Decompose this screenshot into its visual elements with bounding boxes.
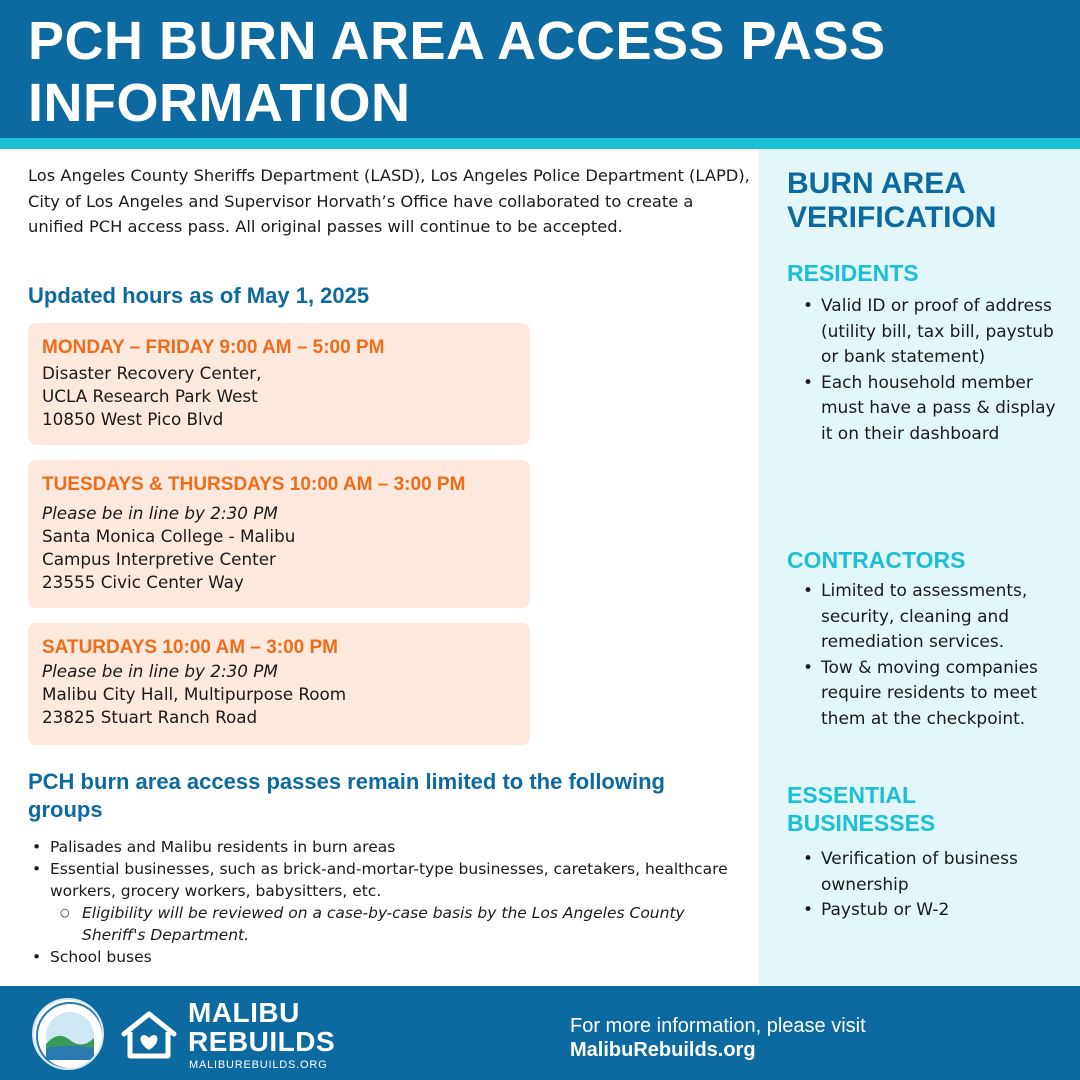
hours-card-address [42,502,522,594]
section-heading-residents: RESIDENTS [787,260,919,286]
address-line: Disaster Recovery Center, [42,363,262,383]
address-line: Campus Interpretive Center [42,549,276,569]
brand-name-line1: MALIBU [188,997,300,1028]
brand-url: MALIBUREBUILDS.ORG [189,1059,328,1071]
address-line: Malibu City Hall, Multipurpose Room [42,684,347,704]
contractors-list [793,579,1058,732]
list-item-text: Valid ID or proof of address (utility bill, tax bill, paystub or bank statement) [821,296,1054,367]
line-deadline-note: Please be in line by 2:30 PM [42,503,278,523]
groups-heading: PCH burn area access passes remain limited to the following groups [28,769,665,822]
list-item [793,294,1058,371]
intro-paragraph: Los Angeles County Sheriffs Department (LASD), Los Angeles Police Department (LAPD), City of Los Angeles and Supervisor Horvath’s Office have collaborated to create a unified PCH access pass. All original passes will continue to be accepted. [28,166,750,236]
sub-list [50,902,750,946]
address-line: 10850 West Pico Blvd [42,409,224,429]
hours-card-weekday [28,323,530,445]
list-item-text: Eligibility will be reviewed on a case-by-case basis by the Los Angeles County Sheriff's Department. [82,904,685,944]
footer-bar [0,986,1080,1080]
hours-card-saturday [28,623,530,745]
hours-card-tue-thu [28,460,530,608]
list-item-text: Limited to assessments, security, cleaning and remediation services. [821,581,1028,652]
header-banner [0,0,1080,138]
address-line: Santa Monica College - Malibu [42,526,296,546]
list-item [30,858,750,946]
line-deadline-note: Please be in line by 2:30 PM [42,661,278,681]
hours-card-address [42,660,522,729]
address-line: 23825 Stuart Ranch Road [42,707,258,727]
brand-name-line2: REBUILDS [188,1026,336,1057]
groups-list [30,836,750,968]
list-item-text: Each household member must have a pass & display it on their dashboard [821,372,1056,444]
essential-businesses-list [793,847,1058,924]
section-heading-essential-businesses: ESSENTIAL BUSINESSES [787,782,936,836]
header-divider [0,138,1080,149]
list-item [793,656,1058,733]
residents-list [793,294,1058,447]
verification-sidebar [759,149,1080,986]
list-item [793,847,1058,898]
list-item-text: Tow & moving companies require residents to meet them at the checkpoint. [821,657,1038,729]
page-title: PCH BURN AREA ACCESS PASS INFORMATION [28,11,886,133]
sub-list-item [50,902,750,946]
hours-card-title: MONDAY – FRIDAY 9:00 AM – 5:00 PM [42,337,385,358]
list-item [30,836,750,858]
website-link[interactable]: MalibuRebuilds.org [570,1039,756,1061]
list-item [793,898,1058,924]
list-item-text: Paystub or W-2 [821,900,950,920]
list-item-text: Verification of business ownership [821,849,1018,895]
list-item-text: School buses [50,948,152,966]
list-item [793,371,1058,448]
list-item-text: Essential businesses, such as brick-and-mortar-type businesses, caretakers, healthcare workers, grocery workers, babysitters, etc. [50,860,728,900]
list-item [30,946,750,968]
sidebar-title: BURN AREA VERIFICATION [787,167,997,234]
house-heart-icon [118,1010,180,1062]
list-item-text: Palisades and Malibu residents in burn areas [50,838,396,856]
city-seal-icon [32,998,104,1070]
hours-card-address [42,362,522,431]
address-line: UCLA Research Park West [42,386,258,406]
address-line: 23555 Civic Center Way [42,572,244,592]
section-heading-contractors: CONTRACTORS [787,547,966,573]
hours-heading: Updated hours as of May 1, 2025 [28,283,370,308]
more-info-text: For more information, please visit [570,1015,866,1037]
hours-card-title: SATURDAYS 10:00 AM – 3:00 PM [42,637,339,658]
list-item [793,579,1058,656]
hours-card-title: TUESDAYS & THURSDAYS 10:00 AM – 3:00 PM [42,474,466,495]
